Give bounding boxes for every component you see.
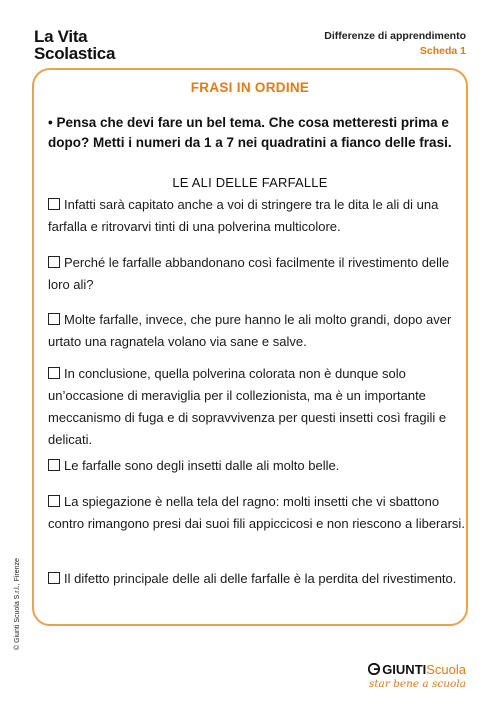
copyright-note: © Giunti Scuola S.r.l., Firenze: [14, 558, 21, 650]
number-checkbox[interactable]: [48, 198, 60, 210]
page-title: FRASI IN ORDINE: [190, 80, 310, 95]
number-checkbox[interactable]: [48, 313, 60, 325]
sentence-item: [48, 252, 468, 296]
sentence-text: La spiegazione è nella tela del ragno: molti insetti che vi sbattono contro rimangono presi dai suoi fili appiccicosi e non riescono a liberarsi.: [48, 494, 465, 531]
sentence-text: Il difetto principale delle ali delle farfalle è la perdita del rivestimento.: [64, 571, 457, 586]
logo-line1: La Vita: [34, 27, 88, 46]
number-checkbox[interactable]: [48, 495, 60, 507]
sentence-text: Perché le farfalle abbandonano così facilmente il rivestimento delle loro ali?: [48, 255, 450, 292]
publisher-logo: [368, 662, 466, 691]
sentence-item: [48, 455, 468, 477]
story-title: LE ALI DELLE FARFALLE: [172, 175, 328, 190]
sentence-item: [48, 491, 468, 535]
logo-line2: Scolastica: [34, 44, 116, 63]
sentence-item: [48, 568, 468, 590]
number-checkbox[interactable]: [48, 459, 60, 471]
number-checkbox[interactable]: [48, 367, 60, 379]
sentence-text: Molte farfalle, invece, che pure hanno le ali molto grandi, dopo aver urtato una ragnatela volano via sane e salve.: [48, 312, 452, 349]
logo: [34, 28, 115, 62]
giunti-g-icon: [368, 663, 380, 675]
number-checkbox[interactable]: [48, 256, 60, 268]
number-checkbox[interactable]: [48, 572, 60, 584]
publisher-tagline: star bene a scuola: [368, 678, 466, 690]
sentence-item: [48, 363, 468, 451]
subject-label: Differenze di apprendimento: [324, 30, 466, 42]
brand-giunti: GIUNTI: [382, 662, 427, 677]
sentence-text: Le farfalle sono degli insetti dalle ali molto belle.: [64, 458, 340, 473]
sentence-text: Infatti sarà capitato anche a voi di stringere tra le dita le ali di una farfalla e ritrovarvi tinti di una polverina multicolore.: [48, 197, 439, 234]
publisher-brand: [368, 662, 466, 677]
brand-scuola: Scuola: [426, 662, 466, 677]
sentence-text: In conclusione, quella polverina colorata non è dunque solo un’occasione di meraviglia per il collezionista, ma è un importante meccanismo di fuga e di sopravvivenza per questi insetti così fragili e delicati.: [48, 366, 447, 447]
sheet-label: Scheda 1: [419, 45, 466, 57]
header-info: [324, 29, 466, 59]
sentence-item: [48, 194, 468, 238]
sentence-item: [48, 309, 468, 353]
instructions: • Pensa che devi fare un bel tema. Che cosa metteresti prima e dopo? Metti i numeri da 1 a 7 nei quadratini a fianco delle frasi.: [48, 115, 452, 150]
